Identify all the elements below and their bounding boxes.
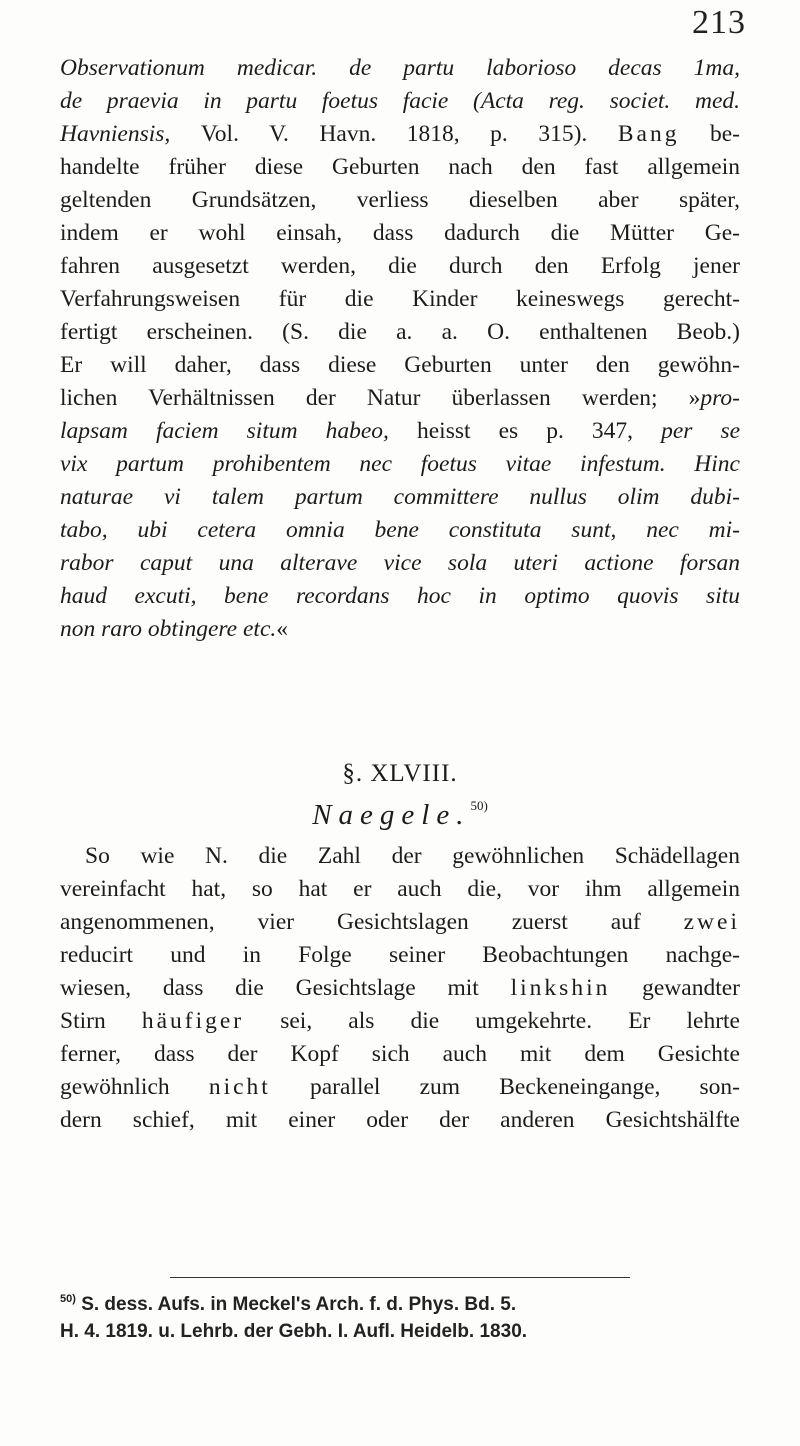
text-run: fahren ausgesetzt werden, die durch den Erfolg jener	[60, 253, 740, 279]
text-run: ferner, dass der Kopf sich auch mit dem Gesichte	[60, 1041, 740, 1067]
paragraph-naegele	[60, 840, 740, 1137]
text-run: non raro obtingere etc.	[60, 616, 277, 642]
text-run: be-	[679, 121, 741, 147]
text-run: reducirt und in Folge seiner Beobachtungen nachge-	[60, 942, 740, 968]
text-line	[60, 85, 740, 118]
text-line	[60, 151, 740, 184]
text-run: «	[276, 616, 289, 642]
footnote-reference: 50)	[470, 798, 488, 813]
text-line	[60, 1038, 740, 1071]
text-run: naturae vi talem partum committere nullus olim dubi-	[60, 484, 740, 510]
text-run: parallel zum Beckeneingange, son-	[270, 1074, 741, 1100]
text-run: tabo, ubi cetera omnia bene constituta sunt, nec mi-	[60, 517, 740, 543]
section-author-name: Naegele.	[312, 799, 471, 831]
footnote	[60, 1286, 740, 1345]
text-run: lichen Verhältnissen der Natur überlassen werden; »	[60, 385, 701, 411]
text-run: indem er wohl einsah, dass dadurch die Mütter Ge-	[60, 220, 740, 246]
text-run: So wie N. die Zahl der gewöhnlichen Schädellagen	[85, 843, 740, 869]
footnote-line-1: $^{50)}$ S. dess. Aufs. in Meckel's Arch. f. d. Phys. Bd. 5.	[60, 1293, 517, 1315]
text-line	[60, 1071, 740, 1104]
text-line	[60, 972, 740, 1005]
text-run: linkshin	[510, 975, 611, 1001]
section-number: §. XLVIII.	[342, 760, 458, 787]
text-run: sei, als die umgekehrte. Er lehrte	[244, 1008, 740, 1034]
text-run: nicht	[208, 1074, 271, 1100]
text-line	[60, 514, 740, 547]
text-line	[60, 547, 740, 580]
text-line	[60, 184, 740, 217]
text-line	[60, 1005, 740, 1038]
text-run: lapsam faciem situm habeo,	[60, 418, 417, 444]
text-line	[60, 118, 740, 151]
text-run: vix partum prohibentem nec foetus vitae infestum. Hinc	[60, 451, 740, 477]
text-run: per se	[661, 418, 741, 444]
text-run: wiesen, dass die Gesichtslage mit	[60, 975, 511, 1001]
text-line	[60, 906, 740, 939]
text-run: de praevia in partu foetus facie (Acta reg. societ. med.	[60, 88, 740, 114]
text-run: geltenden Grundsätzen, verliess dieselben aber später,	[60, 187, 740, 213]
text-run: handelte früher diese Geburten nach den fast allgemein	[60, 154, 740, 180]
text-run: dern schief, mit einer oder der anderen Gesichtshälfte	[60, 1107, 740, 1133]
paragraph-latin-quotation	[60, 52, 740, 646]
text-line	[60, 840, 740, 873]
text-run: pro-	[700, 385, 740, 411]
text-line	[60, 580, 740, 613]
text-line	[60, 349, 740, 382]
text-run: Stirn	[60, 1008, 142, 1034]
text-line	[60, 382, 740, 415]
text-run: heisst es p. 347,	[416, 418, 662, 444]
text-run: zwei	[683, 909, 740, 935]
footnote-line-2: H. 4. 1819. u. Lehrb. der Gebh. I. Aufl. Heidelb. 1830.	[60, 1321, 528, 1342]
text-line	[60, 250, 740, 283]
text-line	[60, 481, 740, 514]
page-number: 213	[692, 4, 746, 41]
text-run: Verfahrungsweisen für die Kinder keineswegs gerecht-	[60, 286, 740, 312]
text-run: vereinfacht hat, so hat er auch die, vor ihm allgemein	[60, 876, 740, 902]
text-run: häufiger	[141, 1008, 245, 1034]
text-run: gewandter	[610, 975, 740, 1001]
text-line	[60, 873, 740, 906]
footnote-divider	[170, 1277, 630, 1278]
text-line	[60, 448, 740, 481]
text-run: fertigt erscheinen. (S. die a. a. O. enthaltenen Beob.)	[60, 319, 740, 345]
text-run: Bang	[617, 121, 680, 147]
text-line	[60, 939, 740, 972]
text-run: haud excuti, bene recordans hoc in optimo quovis situ	[60, 583, 740, 609]
text-line	[60, 52, 740, 85]
text-run: rabor caput una alterave vice sola uteri actione forsan	[60, 550, 740, 576]
section-author-heading	[0, 798, 800, 832]
text-run: Vol. V. Havn. 1818, p. 315).	[200, 121, 618, 147]
text-line	[60, 283, 740, 316]
text-run: Observationum medicar. de partu laborioso decas 1ma,	[60, 55, 740, 81]
text-line	[60, 217, 740, 250]
text-line	[60, 613, 740, 646]
footnote-marker: 50)	[60, 1293, 76, 1305]
text-run: gewöhnlich	[60, 1074, 209, 1100]
text-line	[60, 1104, 740, 1137]
text-line	[60, 316, 740, 349]
text-run: Havniensis,	[60, 121, 201, 147]
text-run: angenommenen, vier Gesichtslagen zuerst auf	[60, 909, 684, 935]
text-line	[60, 415, 740, 448]
text-run: Er will daher, dass diese Geburten unter den gewöhn-	[60, 352, 740, 378]
